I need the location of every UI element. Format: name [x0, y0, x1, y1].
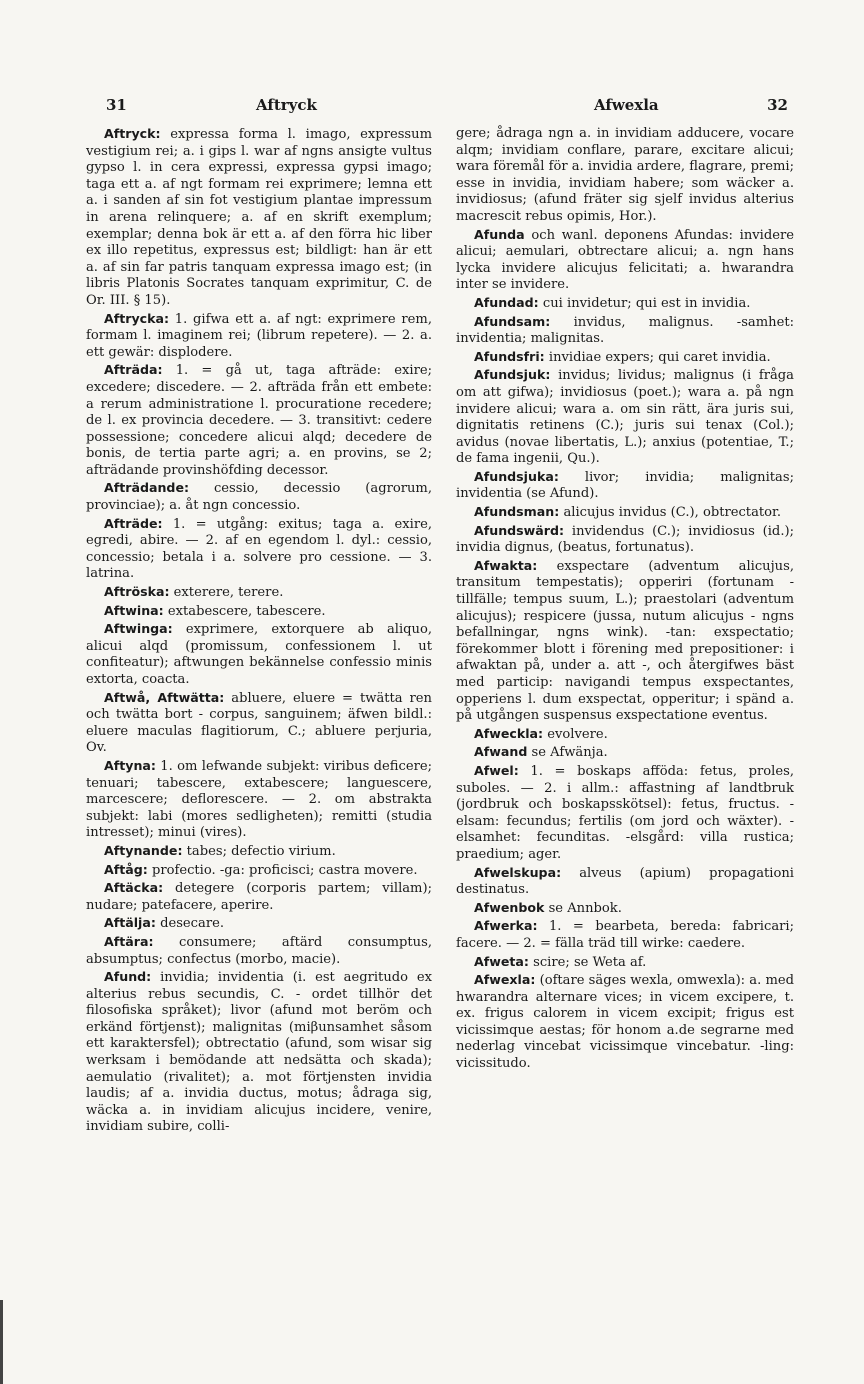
- dictionary-entry: [86, 690, 432, 757]
- entry-definition: 1. = bearbeta, bereda: fabricari; facere. — 2. = fälla träd till wirke: caedere.: [456, 919, 794, 951]
- entry-definition: detegere (corporis partem; villam); nudare; patefacere, aperire.: [86, 881, 432, 913]
- entry-definition: 1. = boskaps afföda: fetus, proles, suboles. — 2. i allm.: affastning af landtbruk (jordbruk och boskapsskötsel): fetus, fructus. -elsam: fecundus; fertilis (om jord och wäxter). -elsamhet: fecunditas. -elsgård: villa rustica; praedium; ager.: [456, 763, 794, 862]
- entry-definition: 1. om lefwande subjekt: viribus deficere; tenuari; tabescere, extabescere; languescere, marcescere; deflorescere. — 2. om abstrakta subjekt: labi (mores sedligheten); remitti (studia intresset); minui (vires).: [86, 758, 432, 841]
- dictionary-entry: [456, 900, 794, 918]
- entry-definition: invidus, malignus. -samhet: invidentia; malignitas.: [456, 314, 794, 347]
- dictionary-entry: [456, 972, 794, 1073]
- dictionary-entry: [86, 862, 432, 880]
- entry-headword: Aftäcka:: [104, 880, 164, 896]
- entry-headword: Aftwinga:: [104, 621, 173, 637]
- entry-headword: Afunda: [474, 226, 525, 242]
- left-column: [86, 126, 432, 1137]
- entry-headword: Afwexla:: [474, 972, 536, 988]
- page-edge-mark: [0, 1300, 21, 1384]
- entry-definition: alicujus invidus (C.), obtrectator.: [559, 505, 782, 521]
- entry-definition: se Annbok.: [544, 900, 622, 916]
- entry-headword: Afträda:: [104, 362, 163, 378]
- entry-definition: scire; se Weta af.: [528, 954, 647, 970]
- entry-definition: invidia; invidentia (i. est aegritudo ex alterius rebus secundis, C. - ordet tillhör det filosofiska språket); livor (afund mot beröm och erkänd förtjenst); malignitas (miβunsamhet såsom ett karaktersfel); obtrectatio (afund, som wisar sig werksam i bemödande att nedsätta och skada); aemulatio (rivalitet); a. mot förtjensten invidia laudis; af a. invidia ductus, motus; ådraga sig, wäcka a. in invidiam alicujus incidere, venire, invidiam subire, colli-: [86, 970, 432, 1135]
- page-header: [106, 96, 788, 120]
- entry-definition: och wanl. deponens Afundas: invidere alicui; aemulari, obtrectare alicui; a. ngn hans lycka invidere alicujus felicitati; a. hwarandra inter se invidere.: [456, 227, 794, 293]
- entry-headword: Afweta:: [474, 953, 529, 969]
- entry-definition: abluere, eluere = twätta ren och twätta bort - corpus, sanguinem; äfwen bildl.: eluere maculas flagitiorum, C.; abluere perjuria, Ov.: [86, 690, 432, 756]
- dictionary-entry: [86, 603, 432, 621]
- entry-definition: livor; invidia; malignitas; invidentia (se Afund).: [456, 469, 794, 502]
- entry-definition: extabescere, tabescere.: [163, 603, 326, 619]
- entry-headword: Aftrycka:: [104, 310, 170, 326]
- entry-definition: exspectare (adventum alicujus, transitum tempestatis); opperiri (fortunam - tillfälle; tempus suum, L.); praestolari (adventum alicujus); respicere (jussa, nutum alicujus - ngns befallningar, ngns wink). -tan: exspectatio; förekommer blott i förening med prepositioner: i afwaktan på, under a. att -, och återgifwes bäst med particip: navigandi tempus exspectantes, opperiens l. dum exspectat, opperitur; i spänd a. på utgången suspensus exspectatione eventus.: [456, 558, 794, 724]
- entry-definition: alveus (apium) propagationi destinatus.: [456, 865, 794, 898]
- entry-definition: 1. = gå ut, taga afträde: exire; excedere; discedere. — 2. afträda från ett embete: a rerum administratione l. procuratione recedere; de l. ex provincia decedere. — 3. transitivt: cedere possessione; concedere alicui alqd; decedere de bonis, de tertia parte agri; a. en provins, se 2; afträdande provinshöfding decessor.: [86, 363, 432, 478]
- entry-headword: Afträdande:: [104, 480, 190, 496]
- entry-headword: Afwel:: [474, 762, 519, 778]
- dictionary-entry: [456, 349, 794, 367]
- dictionary-entry: [456, 954, 794, 972]
- entry-definition: 1. = utgång: exitus; taga a. exire, egredi, abire. — 2. af en egendom l. dyl.: cessio, concessio; betala i a. solvere pro cessione. — 3. latrina.: [86, 516, 432, 582]
- dictionary-entry: [456, 744, 794, 762]
- entry-definition: exprimere, extorquere ab aliquo, alicui alqd (promissum, confessionem l. ut confiteatur); aftwungen bekännelse confessio minis extorta, coacta.: [86, 622, 432, 687]
- entry-headword: Aftryck:: [104, 126, 161, 141]
- entry-definition: tabes; defectio virium.: [182, 843, 336, 859]
- entry-headword: Afträde:: [104, 515, 163, 531]
- entry-definition: (oftare säges wexla, omwexla): a. med hwarandra alternare vices; in vicem excipere, t. ex. frigus calorem in vicem excipit; frigus est vicissimque aestas; för honom a.de segrarne med nederlag vincebat vicissimque vincebatur. -ling: vicissitudo.: [456, 973, 794, 1072]
- entry-definition: evolvere.: [543, 726, 608, 742]
- entry-definition: 1. gifwa ett a. af ngt: exprimere rem, formam l. imaginem rei; (librum repetere). — 2. a. ett gewär: displodere.: [86, 311, 432, 360]
- entry-headword: Afwelskupa:: [474, 864, 562, 880]
- entry-definition: cessio, decessio (agrorum, provinciae); a. åt ngn concessio.: [86, 481, 432, 514]
- entry-headword: Aftröska:: [104, 584, 170, 600]
- entry-definition: invidus; lividus; malignus (i fråga om att gifwa); invidiosus (poet.); wara a. på ngn invidere alicui; wara a. om sin rätt, ära juris sui, dignitatis retinens (C.); juris sui tenax (Col.); avidus (novae libertatis, L.); anxius (potentiae, T.; de fama ingenii, Qu.).: [456, 368, 794, 467]
- entry-headword: Afwakta:: [474, 557, 538, 573]
- dictionary-entry: [86, 621, 432, 688]
- dictionary-entry: [86, 843, 432, 861]
- running-headword-left: Aftryck: [256, 96, 317, 114]
- dictionary-entry: [456, 367, 794, 468]
- dictionary-entry: [86, 311, 432, 362]
- dictionary-entry: [456, 126, 794, 226]
- dictionary-entry: [456, 918, 794, 952]
- entry-headword: Afwerka:: [474, 918, 538, 934]
- page-number-left: 31: [106, 96, 127, 114]
- dictionary-entry: [86, 480, 432, 514]
- dictionary-entry: [86, 969, 432, 1136]
- entry-definition: consumere; aftärd consumptus, absumptus; confectus (morbo, macie).: [86, 934, 432, 967]
- entry-definition: desecare.: [155, 916, 224, 932]
- entry-headword: Afwand: [474, 744, 528, 760]
- right-column: [456, 126, 794, 1074]
- entry-headword: Afweckla:: [474, 725, 544, 741]
- entry-definition: expressa forma l. imago, expressum vestigium rei; a. i gips l. war af ngns ansigte vultus gypso l. in cera expressi, expressa gypsi imago; taga ett a. af ngt formam rei exprimere; lemna ett a. i sanden af sin fot vestigium plantae impressum in arena relinquere; a. af en skrift exemplum; exemplar; denna bok är ett a. af den förra hic liber ex illo repetitus, expressus est; bildligt: han är ett a. af sin far patris tanquam expressa imago est; (in libris Platonis Socrates tanquam exprimitur, C. de Or. III. § 15).: [86, 127, 432, 308]
- entry-headword: Aftwå, Aftwätta:: [104, 689, 225, 705]
- dictionary-entry: [456, 504, 794, 522]
- entry-headword: Afund:: [104, 969, 152, 985]
- dictionary-entry: [86, 880, 432, 914]
- dictionary-entry: [86, 516, 432, 583]
- entry-headword: Aftälja:: [104, 915, 156, 931]
- entry-headword: Aftåg:: [104, 861, 148, 877]
- entry-headword: Aftyna:: [104, 757, 156, 773]
- dictionary-entry: [456, 558, 794, 725]
- dictionary-entry: [86, 362, 432, 479]
- dictionary-entry: [456, 227, 794, 294]
- dictionary-entry: [86, 584, 432, 602]
- entry-definition: exterere, terere.: [169, 585, 284, 601]
- entry-headword: Afundad:: [474, 294, 539, 310]
- dictionary-entry: [456, 865, 794, 899]
- entry-definition: gere; ådraga ngn a. in invidiam adducere, vocare alqm; invidiam conflare, parare, excitare alicui; wara föremål för a. invidia ardere, flagrare, premi; esse in invidia, invidiam habere; som wäcker a. invidiosus; (afund fräter sig sjelf invidus alterius macrescit rebus opimis, Hor.).: [456, 126, 794, 224]
- entry-definition: se Afwänja.: [527, 745, 608, 761]
- entry-headword: Afwenbok: [474, 899, 545, 915]
- dictionary-entry: [456, 469, 794, 503]
- page-number-right: 32: [767, 96, 788, 114]
- dictionary-entry: [456, 763, 794, 864]
- entry-headword: Aftwina:: [104, 602, 164, 618]
- entry-headword: Aftynande:: [104, 842, 183, 858]
- dictionary-entry: [86, 934, 432, 968]
- dictionary-entry: [86, 126, 432, 310]
- entry-definition: cui invidetur; qui est in invidia.: [538, 295, 751, 311]
- entry-definition: invidendus (C.); invidiosus (id.); invidia dignus, (beatus, fortunatus).: [456, 523, 794, 556]
- entry-definition: invidiae expers; qui caret invidia.: [544, 349, 771, 365]
- entry-headword: Afundswärd:: [474, 522, 565, 538]
- entry-headword: Afundsman:: [474, 504, 560, 520]
- dictionary-entry: [86, 758, 432, 842]
- entry-headword: Afundsjuk:: [474, 367, 551, 383]
- dictionary-entry: [456, 314, 794, 348]
- entry-headword: Afundsfri:: [474, 348, 545, 364]
- dictionary-entry: [456, 726, 794, 744]
- entry-headword: Afundsjuka:: [474, 468, 559, 484]
- entry-headword: Aftära:: [104, 933, 154, 949]
- entry-headword: Afundsam:: [474, 313, 551, 329]
- dictionary-entry: [456, 523, 794, 557]
- entry-definition: profectio. -ga: proficisci; castra movere.: [147, 862, 418, 878]
- running-headword-right: Afwexla: [594, 96, 659, 114]
- dictionary-entry: [86, 915, 432, 933]
- dictionary-entry: [456, 295, 794, 313]
